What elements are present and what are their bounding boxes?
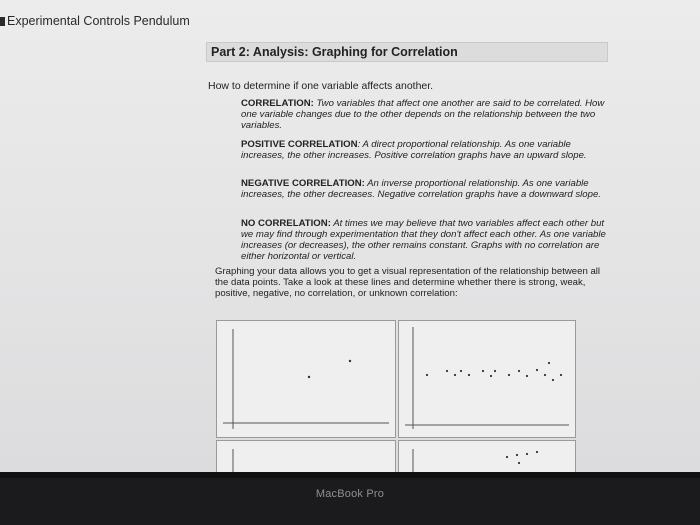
laptop-hinge [0,472,700,478]
definition-term: NEGATIVE CORRELATION: [241,178,365,189]
definition-positive-correlation [241,139,611,161]
scatter-plot-3 [217,441,395,472]
laptop-bezel-label: MacBook Pro [315,488,385,500]
graph-panel-3 [216,440,396,472]
document-icon [0,17,5,26]
scatter-plot-1 [217,321,395,437]
data-point [494,370,496,372]
data-point [516,454,518,456]
data-point [506,456,508,458]
data-point [544,374,546,376]
window-title [0,14,190,28]
data-point [426,374,428,376]
data-point [560,374,562,376]
data-point [518,462,520,464]
data-point [490,375,492,377]
data-point [308,376,310,378]
definition-no-correlation [241,218,611,262]
data-point [482,370,484,372]
window-title-text: Experimental Controls Pendulum [7,14,190,28]
graph-panel-1 [216,320,396,438]
data-point [536,369,538,371]
graph-grid [216,320,578,472]
data-point [508,374,510,376]
data-point [536,451,538,453]
data-point [468,374,470,376]
definition-term: CORRELATION: [241,98,314,109]
definition-text: : A direct proportional relationship. As one variable increases, the other increases. Positive correlation graphs have an upward slope. [241,139,587,161]
graph-panel-4 [398,440,576,472]
definition-text: Two variables that affect one another are said to be correlated. How one variable changes due to the other depends on the relationship between the two variables. [241,98,605,131]
data-point [446,370,448,372]
data-point [460,370,462,372]
definition-correlation [241,98,611,131]
section-heading: Part 2: Analysis: Graphing for Correlation [206,42,608,62]
definition-term: POSITIVE CORRELATION [241,139,358,150]
document-page [200,38,618,472]
scatter-plot-2 [399,321,575,437]
intro-text: How to determine if one variable affects another. [208,80,434,92]
data-point [526,453,528,455]
data-point [454,374,456,376]
data-point [526,375,528,377]
definition-text: An inverse proportional relationship. As one variable increases, the other decreases. Negative correlation graphs have a downward slope. [241,178,601,200]
data-point [548,362,550,364]
graph-panel-2 [398,320,576,438]
data-point [518,370,520,372]
definition-text: At times we may believe that two variables affect each other but we may find through experimentation that they don't affect each other. As one variable increases (or decreases), the other remains constant. Graphs with no correlation are either horizontal or vertical. [241,218,606,262]
scatter-plot-4 [399,441,575,472]
definition-term: NO CORRELATION: [241,218,331,229]
graphing-instructions: Graphing your data allows you to get a visual representation of the relationship between all the data points. Take a look at these lines and determine whether there is strong, weak, positive, negative, no correlation, or unknown correlation: [215,266,601,299]
data-point [552,379,554,381]
definition-negative-correlation [241,178,611,200]
data-point [349,360,351,362]
